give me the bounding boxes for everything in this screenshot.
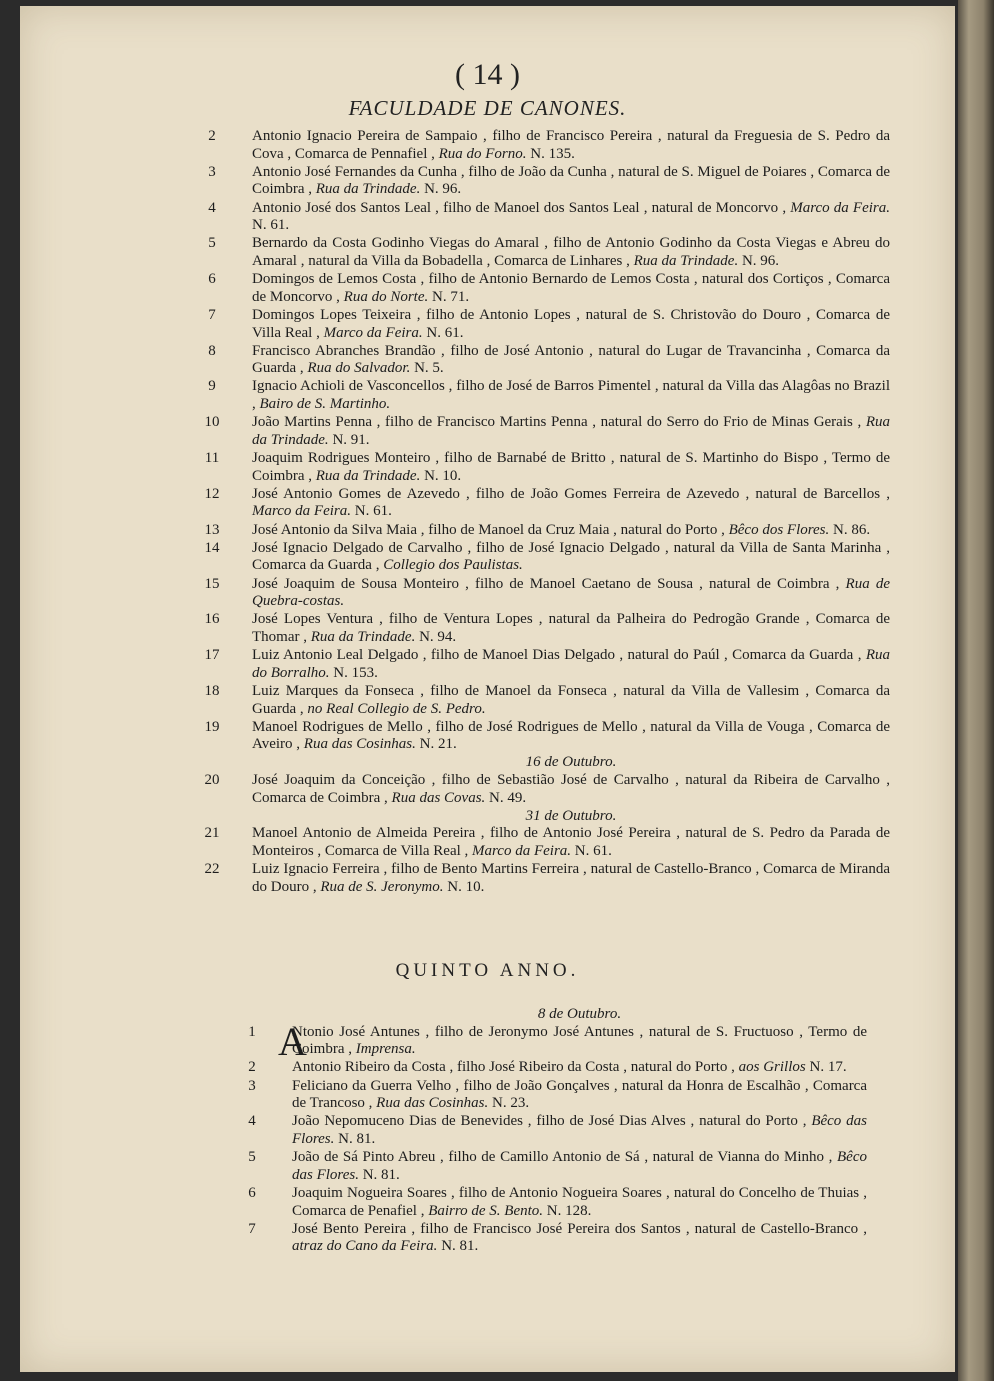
document-page (20, 6, 955, 1372)
list-item (208, 306, 890, 342)
entry-text: Ignacio Achioli de Vasconcellos , filho de José de Barros Pimentel , natural da Villa das Alagôas no Brazil , (252, 378, 890, 413)
entry-number: 7 (248, 1220, 256, 1237)
list-item (204, 647, 890, 682)
entry-house-number: N. 17. (805, 1059, 847, 1076)
entry-house-number: N. 153. (329, 664, 378, 681)
entry-text: Francisco Abranches Brandão , filho de José Antonio , natural do Lugar de Travancinha , Comarca da Guarda , (252, 342, 890, 377)
entry-address: Imprensa. (355, 1041, 416, 1058)
entry-text: Bernardo da Costa Godinho Viegas do Amaral , filho de Antonio Godinho da Costa Viegas e Abreu do Amaral , natural da Villa da Bobadella , Comarca de Linhares , (252, 235, 890, 269)
date-heading: 8 de Outubro. (537, 1006, 622, 1022)
entry-house-number: N. 96. (738, 252, 780, 269)
entry-address: atraz do Cano da Feira. (292, 1238, 438, 1255)
entry-house-number: N. 5. (410, 360, 444, 377)
entry-address: no Real Collegio de S. Pedro. (307, 700, 486, 717)
entry-text: Luiz Ignacio Ferreira , filho de Bento Martins Ferreira , natural de Castello-Branco , Comarca de Miranda do Douro , (252, 861, 890, 895)
entry-text: Domingos de Lemos Costa , filho de Antonio Bernardo de Lemos Costa , natural dos Cortiços , Comarca de Moncorvo , (252, 271, 890, 305)
list-item (208, 199, 891, 235)
entry-house-number: N. 96. (420, 181, 462, 198)
list-item (208, 235, 890, 270)
entry-address: aos Grillos (738, 1059, 806, 1076)
entry-text: Antonio José Fernandes da Cunha , filho de João da Cunha , natural de S. Miguel de Poiares , Comarca de Coimbra , (252, 163, 890, 198)
entry-number: 10 (204, 414, 220, 431)
entry-text: Luiz Marques da Fonseca , filho de Manoel da Fonseca , natural da Villa de Vallesim , Comarca da Guarda , (252, 682, 890, 717)
list-item (204, 450, 890, 485)
entry-house-number: N. 91. (328, 431, 370, 448)
entry-number: 6 (208, 271, 216, 288)
entry-house-number: N. 81. (358, 1166, 400, 1183)
entry-address: Rua do Borralho. (252, 647, 890, 681)
entry-address: Rua de S. Jeronymo. (320, 878, 444, 895)
entry-address: Rua de Quebra-costas. (252, 575, 890, 610)
list-item (208, 271, 890, 306)
entry-address: Marco da Feira. (790, 199, 891, 216)
entry-number: 12 (204, 485, 220, 502)
entry-house-number: N. 71. (428, 288, 470, 305)
faculty-title: FACULDADE DE CANONES. (348, 96, 627, 120)
entry-number: 13 (204, 521, 220, 538)
entry-number: 20 (204, 772, 220, 789)
list-item (208, 128, 890, 163)
entry-text: Ntonio José Antunes , filho de Jeronymo José Antunes , natural de S. Fructuoso , Termo de Coimbra , (292, 1023, 867, 1058)
date-heading: 31 de Outubro. (525, 807, 617, 824)
entry-number: 2 (248, 1059, 256, 1076)
entry-house-number: N. 61. (422, 324, 464, 341)
entry-address: Bêco das Flores. (292, 1113, 867, 1147)
entry-address: Rua das Covas. (391, 789, 486, 806)
entry-number: 14 (204, 539, 220, 556)
entry-address: Rua das Cosinhas. (376, 1095, 489, 1112)
list-item (248, 1059, 867, 1077)
entry-number: 4 (248, 1113, 256, 1130)
entry-house-number: N. 61. (571, 843, 612, 860)
entry-house-number: N. 10. (420, 467, 462, 484)
entry-text: Manoel Rodrigues de Mello , filho de José Rodrigues de Mello , natural da Villa de Vouga , Comarca de Aveiro , (252, 718, 890, 753)
entry-address: Rua do Forno. (438, 145, 527, 162)
entry-text: Joaquim Rodrigues Monteiro , filho de Barnabé de Britto , natural de S. Martinho do Bispo , Termo de Coimbra , (252, 450, 890, 484)
entry-text: José Lopes Ventura , filho de Ventura Lopes , natural da Palheira do Pedrogão Grande , Comarca de Thomar , (252, 611, 890, 645)
entry-text: Manoel Antonio de Almeida Pereira , filho de Antonio José Pereira , natural de S. Pedro da Parada de Monteiros , Comarca de Villa Real , (252, 825, 890, 860)
entry-number: 19 (204, 718, 220, 735)
entry-text: José Ignacio Delgado de Carvalho , filho de José Ignacio Delgado , natural da Villa de Santa Marinha , Comarca da Guarda , (252, 539, 890, 574)
entry-number: 5 (248, 1149, 256, 1166)
list-item (204, 485, 890, 521)
list-item (204, 414, 890, 449)
entry-house-number: N. 10. (443, 878, 485, 895)
entry-text: João de Sá Pinto Abreu , filho de Camillo Antonio de Sá , natural de Vianna do Minho , (292, 1149, 838, 1166)
entry-house-number: N. 21. (415, 736, 457, 753)
section-title: QUINTO ANNO. (395, 960, 580, 981)
entry-text: José Antonio Gomes de Azevedo , filho de João Gomes Ferreira de Azevedo , natural de Barcellos , (252, 485, 890, 502)
entry-number: 16 (204, 611, 220, 628)
entry-address: Marco da Feira. (323, 324, 423, 341)
entry-number: 22 (204, 861, 220, 878)
entry-text: José Joaquim da Conceição , filho de Sebastião José de Carvalho , natural da Ribeira de Carvalho , Comarca de Coimbra , (252, 772, 890, 806)
entry-text: Feliciano da Guerra Velho , filho de João Gonçalves , natural da Honra de Escalhão , Comarca de Trancoso , (292, 1077, 867, 1112)
list-item (204, 521, 890, 540)
entry-number: 21 (204, 825, 220, 842)
entry-text: Antonio Ribeiro da Costa , filho José Ribeiro da Costa , natural do Porto , (292, 1059, 739, 1076)
entry-address: Bêco das Flores. (292, 1149, 867, 1183)
entry-text: João Martins Penna , filho de Francisco Martins Penna , natural do Serro do Frio de Minas Gerais , (252, 414, 866, 431)
entry-address: Rua das Cosinhas. (303, 736, 416, 753)
entry-text: Domingos Lopes Teixeira , filho de Antonio Lopes , natural de S. Christovão do Douro , Comarca de Villa Real , (252, 306, 890, 341)
entry-house-number: N. 61. (351, 503, 392, 520)
entry-house-number: N. 81. (334, 1130, 376, 1147)
list-item (204, 718, 890, 754)
entry-address: Rua da Trindade. (252, 414, 890, 448)
entry-number: 15 (204, 575, 220, 592)
student-list (204, 128, 891, 897)
list-item (248, 1113, 867, 1148)
page-number: ( 14 ) (455, 58, 520, 91)
list-item (248, 1077, 867, 1113)
entry-house-number: N. 49. (485, 789, 527, 806)
entry-text: José Joaquim de Sousa Monteiro , filho de Manoel Caetano de Sousa , natural de Coimbra , (252, 575, 846, 592)
entry-number: 2 (208, 128, 216, 144)
entry-number: 8 (208, 342, 216, 359)
entry-number: 11 (204, 450, 220, 467)
entry-address: Rua do Norte. (343, 288, 429, 305)
drop-cap: A (278, 1019, 307, 1064)
entry-address: Marco da Feira. (472, 843, 572, 860)
entry-number: 5 (208, 235, 216, 252)
list-item (208, 163, 890, 199)
date-heading: 16 de Outubro. (525, 754, 617, 771)
list-item (208, 342, 890, 378)
entry-address: Rua da Trindade. (633, 252, 739, 269)
entry-address: Collegio dos Paulistas. (383, 557, 523, 574)
list-item (248, 1220, 867, 1256)
entry-house-number: N. 94. (415, 628, 457, 645)
entry-address: Rua da Trindade. (315, 181, 421, 198)
entry-house-number: N. 135. (526, 145, 575, 162)
list-item (204, 825, 890, 860)
entry-address: Rua da Trindade. (315, 467, 421, 484)
list-item (204, 772, 890, 807)
entry-text: Antonio Ignacio Pereira de Sampaio , filho de Francisco Pereira , natural da Freguesia de S. Pedro da Cova , Comarca de Pennafiel , (252, 128, 890, 162)
entry-text: João Nepomuceno Dias de Benevides , filho de José Dias Alves , natural do Porto , (292, 1113, 812, 1130)
list-item (204, 861, 890, 896)
entry-house-number: N. 23. (488, 1095, 530, 1112)
entry-number: 17 (204, 647, 220, 664)
entry-address: Bairo de S. Martinho. (259, 396, 391, 413)
entry-number: 3 (208, 163, 216, 180)
entry-number: 4 (208, 199, 216, 216)
student-list-quinto-anno (248, 1006, 867, 1256)
list-item (204, 575, 890, 611)
entry-address: Bairro de S. Bento. (428, 1202, 544, 1219)
list-item (248, 1184, 867, 1220)
entry-address: Bêco dos Flores. (728, 521, 830, 538)
entry-house-number: N. 61. (252, 217, 290, 234)
book-edge (958, 0, 994, 1381)
entry-number: 6 (248, 1184, 256, 1201)
entry-text: José Bento Pereira , filho de Francisco José Pereira dos Santos , natural de Castello-Branco , (292, 1220, 867, 1237)
entry-text: Joaquim Nogueira Soares , filho de Antonio Nogueira Soares , natural do Concelho de Thuias , Comarca de Penafiel , (292, 1184, 867, 1219)
entry-number: 9 (208, 378, 216, 395)
entry-number: 3 (248, 1077, 256, 1094)
entry-house-number: N. 128. (543, 1202, 592, 1219)
list-item (204, 682, 890, 718)
entry-number: 18 (204, 682, 220, 699)
entry-address: Marco da Feira. (252, 503, 352, 520)
entry-text: Antonio José dos Santos Leal , filho de Manoel dos Santos Leal , natural de Moncorvo , (252, 199, 791, 216)
list-item (204, 539, 890, 575)
entry-house-number: N. 86. (829, 521, 871, 538)
entry-text: Luiz Antonio Leal Delgado , filho de Manoel Dias Delgado , natural do Paúl , Comarca da Guarda , (252, 647, 866, 664)
entry-address: Rua da Trindade. (310, 628, 416, 645)
entry-house-number: N. 81. (437, 1238, 479, 1255)
entry-address: Rua do Salvador. (307, 360, 411, 377)
entry-number: 7 (208, 306, 216, 323)
entry-text: José Antonio da Silva Maia , filho de Manoel da Cruz Maia , natural do Porto , (252, 521, 729, 538)
list-item (204, 611, 890, 646)
list-item (208, 378, 890, 413)
entry-number: 1 (248, 1023, 256, 1040)
list-item (248, 1023, 867, 1059)
list-item (248, 1149, 867, 1184)
